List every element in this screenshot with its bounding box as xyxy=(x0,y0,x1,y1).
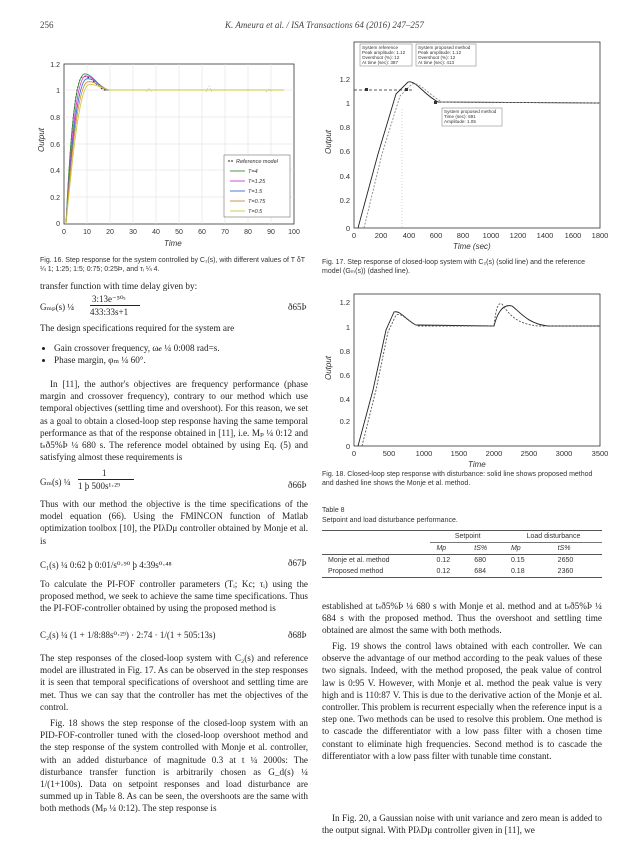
svg-text:0.2: 0.2 xyxy=(339,196,350,205)
figure-18 xyxy=(318,290,608,475)
svg-text:20: 20 xyxy=(106,229,114,236)
equation-66-number: ð66Þ xyxy=(288,480,307,490)
svg-text:1200: 1200 xyxy=(509,231,527,240)
eq65-den: 433:33s+1 xyxy=(90,307,129,317)
datatip-text: Peak amplitude: 1.12 xyxy=(418,50,462,55)
svg-text:40: 40 xyxy=(152,229,160,236)
left-paragraph-4: To calculate the PI-FOF controller parameters (Tᵢ; Kc; τᵢ) using the proposed method, we seek to achieve the same time specifications. Thus the PI-FOF-controller obtained by using the proposed method is xyxy=(40,579,308,614)
right-paragraph-2-text: Fig. 19 shows the control laws obtained with each controller. We can observe the advantage of our method according to the peak values of these two signals. Indeed, with the method proposed, the peak value of control law is 0:95 V. However, with Monje et al. method the peak value is very high and is 110:87 V. This is due to the derivative action of the Monje et al. controller. This problem is recurrent especially when the reference input is a step one. Two methods can be used to resolve this problem. One method is to cascade the differentiator with a low pass filter with a chosen time constant to eliminate high frequencies. Second method is to cascade the differentiator with a low pass filter with tunable time constant. xyxy=(322,641,602,761)
eq66-num: 1 xyxy=(102,468,107,478)
table-cell: 0.15 xyxy=(510,557,525,564)
svg-text:400: 400 xyxy=(402,231,416,240)
table-cell: 0.12 xyxy=(436,557,451,564)
svg-text:Time: Time xyxy=(164,239,182,248)
svg-text:0: 0 xyxy=(56,221,60,228)
table-cell: 0.12 xyxy=(436,568,451,575)
table-row xyxy=(322,566,602,578)
svg-text:0.2: 0.2 xyxy=(50,195,60,202)
svg-text:800: 800 xyxy=(456,231,470,240)
svg-text:0: 0 xyxy=(345,224,350,233)
left-paragraph-3: Thus with our method the objective is the time specifications of the model equation (66). Using the FMINCON function of Matlab optimization toolbox [10], the PIλDμ controller obtained by Monje et al. is xyxy=(40,499,308,546)
datatip-text: System proposed method xyxy=(444,109,497,114)
table-col-header: tS% xyxy=(557,545,571,552)
table-cell: 2360 xyxy=(557,568,574,575)
svg-text:1: 1 xyxy=(345,99,350,108)
svg-text:1.2: 1.2 xyxy=(50,62,60,69)
svg-text:0: 0 xyxy=(351,231,357,240)
datatip-text: System proposed method xyxy=(418,45,471,50)
svg-text:50: 50 xyxy=(175,229,183,236)
svg-text:1: 1 xyxy=(345,323,350,332)
svg-text:0.2: 0.2 xyxy=(339,417,350,426)
svg-text:0: 0 xyxy=(345,442,350,451)
table-8-title: Table 8 xyxy=(322,507,345,514)
figure-16-plot xyxy=(34,52,304,252)
svg-text:1: 1 xyxy=(56,88,60,95)
svg-text:0.4: 0.4 xyxy=(339,395,350,404)
left-paragraph-2-text: In [11], the author's objectives are frequency performance (phase margin and crossover frequency), contrary to our method which use temporal objectives (settling time and overshoot). For this reason, we set as a goal to obtain a closed-loop step response having the same temporal performance as that of the response obtained in [11], i.e. Mₚ ¼ 0:12 and tₛð5%Þ ¼ 680 s. The reference model obtained by using Eq. (5) and satisfying almost these requirements is xyxy=(40,379,308,463)
left-paragraph-2 xyxy=(40,378,308,463)
svg-text:1400: 1400 xyxy=(536,231,554,240)
svg-text:1500: 1500 xyxy=(450,449,468,458)
spec-list xyxy=(40,342,308,366)
svg-text:0.6: 0.6 xyxy=(339,147,350,156)
legend-entry: T=4 xyxy=(248,169,258,175)
svg-text:70: 70 xyxy=(221,229,229,236)
table-cell: 2650 xyxy=(557,557,574,564)
table-group-setpoint: Setpoint xyxy=(430,531,505,543)
svg-text:3500: 3500 xyxy=(591,449,608,458)
legend-entry: T=1.25 xyxy=(248,179,266,185)
right-paragraph-2 xyxy=(322,640,602,762)
table-cell: 684 xyxy=(474,568,486,575)
svg-text:600: 600 xyxy=(429,231,443,240)
svg-text:1000: 1000 xyxy=(482,231,500,240)
svg-text:Time: Time xyxy=(468,460,486,469)
table-cell: 0.18 xyxy=(510,568,525,575)
svg-text:0.8: 0.8 xyxy=(339,347,350,356)
table-col-header: Mp xyxy=(510,545,521,552)
figure-17 xyxy=(318,34,608,257)
equation-68-number: ð68Þ xyxy=(288,630,307,640)
table-row xyxy=(322,555,602,567)
svg-text:Time (sec): Time (sec) xyxy=(453,242,491,251)
figure-18-plot xyxy=(318,290,608,470)
left-paragraph-6-text: Fig. 18 shows the step response of the closed-loop system with an PID-FOF-controller tuned with the closed-loop overshoot method and the step response of the system controlled with Monje et al. controller, with an added disturbance of magnitude 0.3 at t ¼ 2000s: The disturbance transfer function is arbitrarily chosen as G_d(s) ¼ 1/(1+100s). Data on setpoint responses and load disturbance are summed up in Table 8. As can be seen, the overshoots are the same with both methods (Mₚ ¼ 0:12). The step response is xyxy=(40,718,308,814)
svg-text:10: 10 xyxy=(83,229,91,236)
table-cell: Proposed method xyxy=(328,568,384,575)
datatip-text: System reference xyxy=(362,45,398,50)
eq66-den: 1 þ 500s¹·²⁹ xyxy=(78,481,121,491)
figure-17-plot xyxy=(318,34,608,252)
page-number: 256 xyxy=(40,20,54,30)
svg-text:30: 30 xyxy=(129,229,137,236)
svg-text:100: 100 xyxy=(288,229,300,236)
figure-16 xyxy=(34,52,304,257)
svg-text:3000: 3000 xyxy=(555,449,573,458)
svg-text:Output: Output xyxy=(324,355,333,380)
svg-text:200: 200 xyxy=(374,231,388,240)
datatip-text: Peak amplitude: 1.12 xyxy=(362,50,406,55)
svg-text:Output: Output xyxy=(37,127,46,152)
table-cell: Monje et al. method xyxy=(328,557,390,564)
left-paragraph-6 xyxy=(40,717,308,815)
eq65-num: 3:13e⁻⁵⁰ˢ xyxy=(92,294,126,304)
eq66-lhs: Gₘ(s) ¼ xyxy=(40,477,71,487)
legend-entry: T=0.5 xyxy=(248,209,263,215)
datatip-text: Overshoot (%): 12 xyxy=(418,55,456,60)
svg-text:1.2: 1.2 xyxy=(339,75,350,84)
svg-text:60: 60 xyxy=(198,229,206,236)
svg-text:1000: 1000 xyxy=(415,449,433,458)
right-paragraph-3-text: In Fig. 20, a Gaussian noise with unit variance and zero mean is added to the output signal. With PIλDμ controller given in [11], we xyxy=(322,813,602,836)
svg-text:0: 0 xyxy=(62,229,66,236)
figure-18-caption: Fig. 18. Closed-loop step response with disturbance: solid line shows proposed method and dashed line shows the Monje et al. method. xyxy=(322,471,593,488)
left-paragraph-1: The design specifications required for the system are xyxy=(40,323,235,333)
svg-text:0: 0 xyxy=(351,449,357,458)
legend-entry: T=1.5 xyxy=(248,189,263,195)
datatip-text: Amplitude: 1.05 xyxy=(444,119,476,124)
svg-text:1800: 1800 xyxy=(591,231,608,240)
figure-17-caption: Fig. 17. Step response of closed-loop system with C₂(s) (solid line) and the reference model (Gₘ(s)) (dashed line). xyxy=(322,259,586,276)
svg-text:0.4: 0.4 xyxy=(339,172,350,181)
legend-entry: T=0.75 xyxy=(248,199,266,205)
svg-text:90: 90 xyxy=(267,229,275,236)
fraction-bar xyxy=(90,305,140,306)
spec-item: • Gain crossover frequency, ω𝒸 ¼ 0:008 rad=s. xyxy=(54,342,308,354)
svg-text:80: 80 xyxy=(244,229,252,236)
running-header: K. Ameura et al. / ISA Transactions 64 (2016) 247–257 xyxy=(225,20,424,30)
fraction-bar xyxy=(78,479,134,480)
svg-text:0.6: 0.6 xyxy=(50,142,60,149)
table-col-header: tS% xyxy=(474,545,488,552)
equation-66 xyxy=(40,468,308,494)
svg-text:0.6: 0.6 xyxy=(339,371,350,380)
table-cell: 680 xyxy=(474,557,486,564)
eq65-lhs: Gₘₚ(s) ¼ xyxy=(40,302,75,312)
spec-item: • Phase margin, φₘ ¼ 60°. xyxy=(54,354,308,366)
left-paragraph-5: The step responses of the closed-loop system with C₂(s) and reference model are illustrated in Fig. 17. As can be observed in the step responses it is seen that temporal specifications of overshoot and settling time are met. Thus we can say that the controller has met the objectives of the control. xyxy=(40,653,308,712)
datatip-text: At time (sec): 387 xyxy=(362,60,398,65)
right-paragraph-3 xyxy=(322,812,602,836)
svg-text:0.8: 0.8 xyxy=(50,115,60,122)
table-col-header: Mp xyxy=(436,545,447,552)
svg-text:1.2: 1.2 xyxy=(339,298,350,307)
svg-text:1600: 1600 xyxy=(564,231,582,240)
svg-text:0.8: 0.8 xyxy=(339,123,350,132)
equation-65-number: ð65Þ xyxy=(288,302,307,312)
svg-text:2000: 2000 xyxy=(485,449,503,458)
table-8-subtitle: Setpoint and load disturbance performance. xyxy=(322,517,458,524)
svg-text:2500: 2500 xyxy=(520,449,538,458)
datatip-text: At time (sec): 413 xyxy=(418,60,454,65)
figure-16-caption: Fig. 16. Step response for the system controlled by C₁(s), with different values of T δT ¼ 1; 1:25; 1:5; 0:75; 0:25Þ, and τᵢ ¼ 4. xyxy=(40,257,305,274)
table-group-load: Load disturbance xyxy=(505,531,602,543)
svg-text:Output: Output xyxy=(324,129,333,154)
equation-65 xyxy=(40,294,308,320)
legend-entry: Reference model xyxy=(236,159,278,165)
datatip-text: Time (sec): 691 xyxy=(444,114,476,119)
svg-text:500: 500 xyxy=(382,449,396,458)
datatip-text: Overshoot (%): 12 xyxy=(362,55,400,60)
equation-68: C₂(s) ¼ (1 + 1/8:88s⁰·²⁹) · 2:74 · 1/(1 + 505:13s) xyxy=(40,630,216,640)
svg-text:0.4: 0.4 xyxy=(50,168,60,175)
equation-67: C₁(s) ¼ 0:62 þ 0:01/s⁰·⁹⁰ þ 4:39s⁰·⁴⁸ xyxy=(40,560,172,570)
right-paragraph-1: established at tₛð5%Þ ¼ 680 s with Monje et al. method and at tₛð5%Þ ¼ 684 s with the proposed method. Thus the overshoot and settling time obtained are almost the same with both methods. xyxy=(322,601,602,636)
left-paragraph-0: transfer function with time delay given by: xyxy=(40,281,198,291)
table-8 xyxy=(322,530,602,578)
equation-67-number: ð67Þ xyxy=(288,558,307,568)
